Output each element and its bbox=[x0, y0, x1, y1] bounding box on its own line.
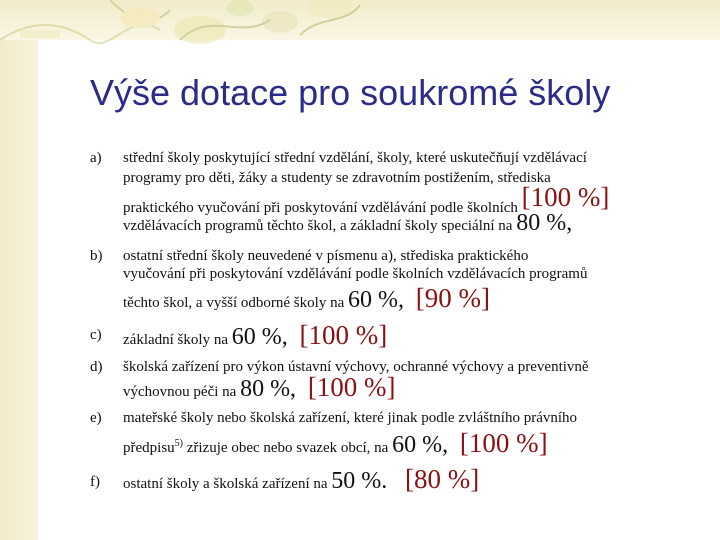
item-b-line-2: vyučování při poskytování vzdělávání podle školních vzdělávacích programů bbox=[123, 266, 588, 282]
item-d-last-text: výchovnou péči na bbox=[123, 384, 237, 400]
item-e-prefix: předpisu bbox=[123, 440, 175, 456]
item-c-text: základní školy na bbox=[123, 332, 228, 348]
item-label-c: c) bbox=[90, 327, 102, 343]
item-f-new-rate: [80 %] bbox=[405, 464, 480, 494]
item-e-last-text: zřizuje obec nebo svazek obcí, na bbox=[183, 440, 389, 456]
item-a-new-rate: [100 %] bbox=[521, 182, 610, 212]
item-d-new-rate: [100 %] bbox=[307, 372, 396, 402]
item-label-d: d) bbox=[90, 359, 103, 375]
item-a-text: praktického vyučování při poskytování vzdělávání podle školních bbox=[123, 200, 518, 216]
item-label-a: a) bbox=[90, 150, 102, 166]
item-e-old-rate: 60 %, bbox=[392, 432, 449, 458]
item-f-line-1 bbox=[123, 464, 479, 495]
item-label-f: f) bbox=[90, 474, 100, 490]
item-e-line-2 bbox=[123, 428, 548, 459]
slide-title: Výše dotace pro soukromé školy bbox=[90, 72, 611, 113]
item-f-text: ostatní školy a školská zařízení na bbox=[123, 476, 328, 492]
item-a-line-2: programy pro děti, žáky a studenty se zdravotním postižením, střediska bbox=[123, 170, 551, 186]
item-f-old-rate: 50 %. bbox=[331, 468, 388, 494]
item-b-new-rate: [90 %] bbox=[415, 283, 490, 313]
item-a-line-4 bbox=[123, 210, 572, 237]
item-e-footnote: 5) bbox=[174, 438, 184, 449]
item-label-e: e) bbox=[90, 410, 102, 426]
item-b-old-rate: 60 %, bbox=[347, 287, 404, 313]
item-c-new-rate: [100 %] bbox=[299, 320, 388, 350]
item-e-new-rate: [100 %] bbox=[459, 428, 548, 458]
item-label-b: b) bbox=[90, 248, 103, 264]
item-a-line-1: střední školy poskytující střední vzdělání, školy, které uskutečňují vzdělávací bbox=[123, 150, 587, 166]
item-b-line-1: ostatní střední školy neuvedené v písmenu a), střediska praktického bbox=[123, 248, 529, 264]
item-d-line-2 bbox=[123, 372, 396, 403]
item-e-line-1: mateřské školy nebo školská zařízení, které jinak podle zvláštního právního bbox=[123, 410, 578, 426]
item-d-old-rate: 80 %, bbox=[240, 376, 297, 402]
item-c-line-1 bbox=[123, 320, 387, 351]
item-b-line-3 bbox=[123, 283, 490, 314]
item-c-old-rate: 60 %, bbox=[231, 324, 288, 350]
item-d-line-1: školská zařízení pro výkon ústavní výchovy, ochranné výchovy a preventivně bbox=[123, 359, 589, 375]
item-a-line-3 bbox=[123, 182, 610, 216]
item-b-last-text: těchto škol, a vyšší odborné školy na bbox=[123, 295, 345, 311]
item-a-last-text: vzdělávacích programů těchto škol, a základní školy speciální na bbox=[123, 218, 513, 234]
item-a-old-rate: 80 %, bbox=[516, 210, 573, 236]
